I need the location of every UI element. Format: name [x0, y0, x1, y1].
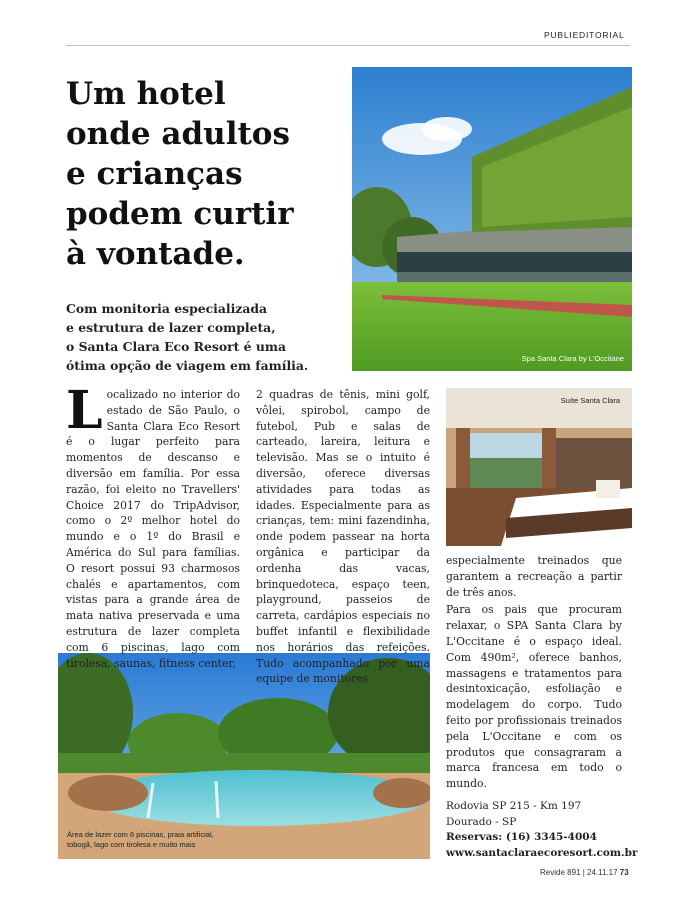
- issue-info: Revide 891 | 24.11.17: [540, 868, 618, 877]
- column-1-text: ocalizado no interior do estado de São Paulo, o Santa Clara Eco Resort é o lugar perfeito para momentos de descanso e diversão em família. Por essa razão, foi eleito no Travellers' Choice 2017 do TripAdvisor, como o 2º melhor hotel do mundo e o 1º do Brasil e América do Sul para famílias. O resort possui 93 charmosos chalés e apartamentos, com vistas para a grande área de mata nativa preservada e uma estrutura de lazer completa com 6 piscinas, lago com tirolesa, saunas, fitness center,: [66, 388, 240, 670]
- spa-photo: [352, 67, 632, 371]
- headline-line: podem curtir: [66, 196, 294, 232]
- page-number: 73: [619, 868, 629, 877]
- article-column-3: [446, 553, 622, 794]
- contact-info: [446, 799, 636, 861]
- header-rule: [66, 45, 630, 46]
- headline: [66, 74, 336, 274]
- suite-caption: Suíte Santa Clara: [560, 396, 620, 405]
- address-line: Rodovia SP 215 - Km 197: [446, 800, 582, 812]
- headline-line: onde adultos: [66, 116, 290, 152]
- reservations-phone: Reservas: (16) 3345-4004: [446, 831, 597, 843]
- address-city: Dourado - SP: [446, 815, 517, 828]
- suite-photo: [446, 388, 632, 546]
- article-column-2: [256, 387, 430, 687]
- article-column-1: [66, 380, 240, 671]
- article-deck: Com monitoria especializada e estrutura de lazer completa, o Santa Clara Eco Resort é uma ótima opção de viagem em família.: [66, 301, 309, 373]
- column-3-text-2: Para os pais que procuram relaxar, o SPA Santa Clara by L'Occitane é o espaço ideal. Com 490m², oferece banhos, massagens e tratamentos para desintoxicação, esfoliação e modelagem do corpo. Tudo feito por profissionais treinados pela L'Occitane e com os produtos que consagraram a marca francesa em todo o mundo.: [446, 603, 622, 791]
- headline-line: à vontade.: [66, 236, 245, 272]
- pool-caption: Área de lazer com 6 piscinas, praia artificial, tobogã, lago com tirolesa e muito mais: [67, 830, 214, 849]
- headline-line: e crianças: [66, 156, 243, 192]
- drop-cap: L: [66, 380, 103, 441]
- website-link[interactable]: www.santaclaraecoresort.com.br: [446, 846, 638, 859]
- column-2-text: 2 quadras de tênis, mini golf, vôlei, spirobol, campo de futebol, Pub e salas de carteado, lareira, leitura e televisão. Mas se o intuito é diversão, oferece diversas atividades para todas as idades. Especialmente para as crianças, tem: mini fazendinha, onde podem passear na horta orgânica e participar da ordenha das vacas, brinquedoteca, espaço teen, playground, passeios de carreta, cardápios especiais no buffet infantil e flexibilidade nos horários das refeições. Tudo acompanhado por uma equipe de monitores: [256, 388, 430, 686]
- page-footer: [540, 868, 640, 877]
- section-tag: PUBLIEDITORIAL: [544, 30, 625, 40]
- column-3-text-1: especialmente treinados que garantem a recreação a partir de três anos.: [446, 554, 622, 599]
- headline-line: Um hotel: [66, 76, 226, 112]
- spa-caption: Spa Santa Clara by L'Occitane: [521, 353, 624, 363]
